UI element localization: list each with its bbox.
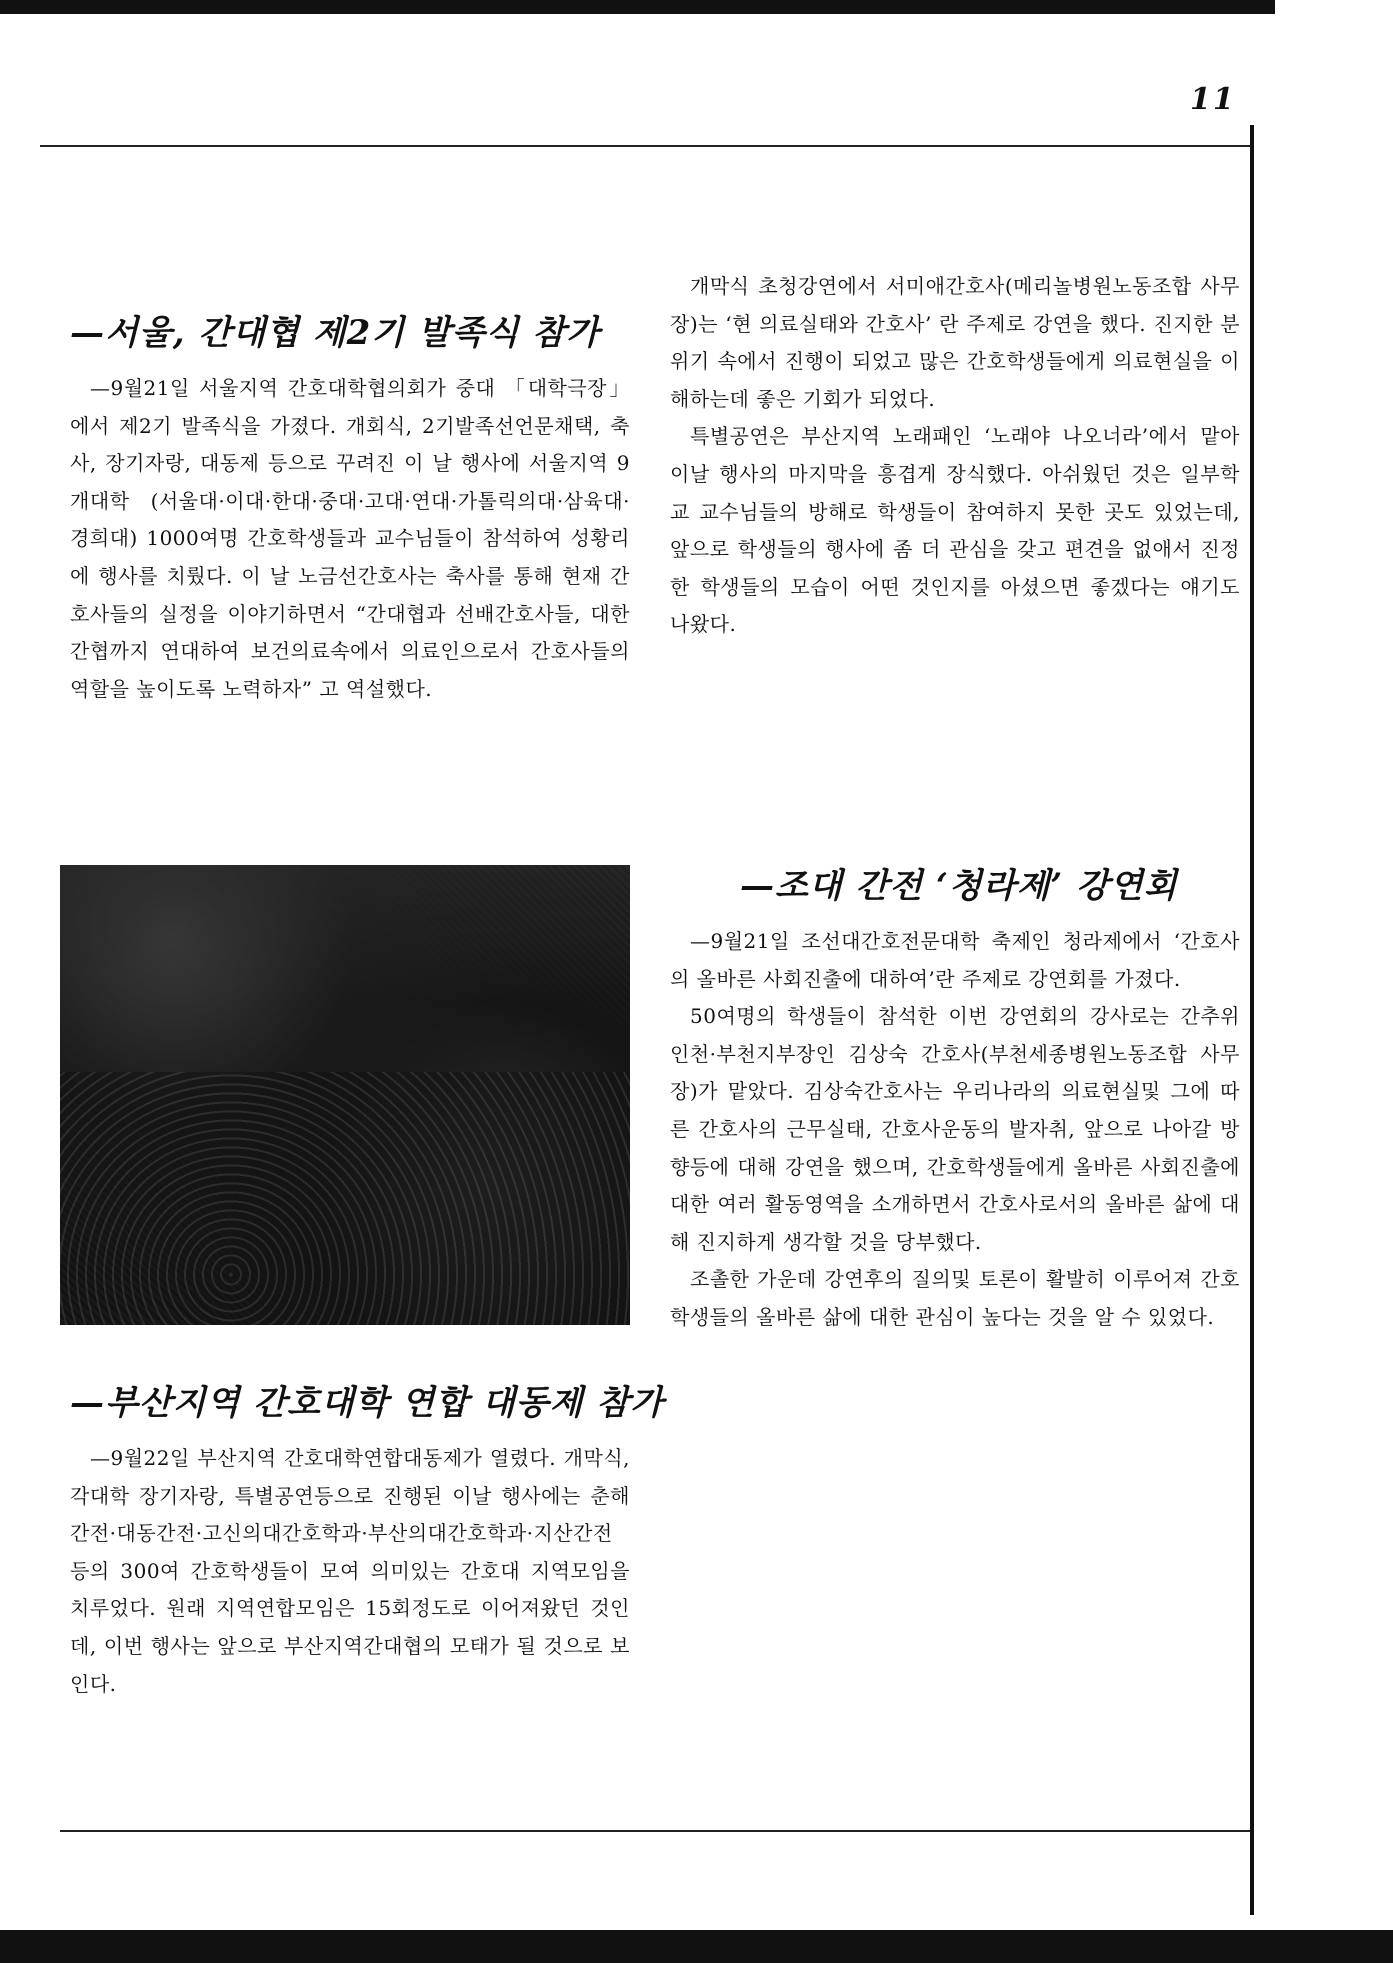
- bottom-border-bar: [0, 1930, 1393, 1963]
- article-chosun-headline: —조대 간전 ‘청라제’ 강연회: [740, 866, 1178, 906]
- footer-rule: [60, 1830, 1250, 1832]
- photo-glare: [60, 865, 630, 1003]
- article-seoul-headline: —서울, 간대협 제2기 발족식 참가: [70, 313, 600, 353]
- article-seoul-continued: [670, 268, 1240, 644]
- right-margin-rule: [1250, 125, 1254, 1915]
- photo-crowd: [60, 1072, 630, 1325]
- article-chosun-paragraph-1: —9월21일 조선대간호전문대학 축제인 청라제에서 ‘간호사의 올바른 사회진출에 대하여’란 주제로 강연회를 가졌다.: [670, 929, 1240, 991]
- article-seoul-paragraph-3: 특별공연은 부산지역 노래패인 ‘노래야 나오너라’에서 맡아 이날 행사의 마지막을 흥겹게 장식했다. 아쉬웠던 것은 일부학교 교수님들의 방해로 학생들이 참여하지 못한 곳도 있었는데, 앞으로 학생들의 행사에 좀 더 관심을 갖고 편견을 없애서 진정한 학생들의 모습이 어떤 것인지를 아셨으면 좋겠다는 얘기도 나왔다.: [670, 424, 1240, 637]
- article-busan: [70, 1375, 665, 1703]
- header-rule: [40, 145, 1250, 147]
- page-number: 11: [1190, 82, 1236, 117]
- top-border-bar: [0, 0, 1275, 14]
- article-seoul-paragraph-2: 개막식 초청강연에서 서미애간호사(메리놀병원노동조합 사무장)는 ‘현 의료실태와 간호사’ 란 주제로 강연을 했다. 진지한 분위기 속에서 진행이 되었고 많은 간호학생들에게 의료현실을 이해하는데 좋은 기회가 되었다.: [670, 274, 1240, 411]
- article-chosun-paragraph-2: 50여명의 학생들이 참석한 이번 강연회의 강사로는 간추위 인천·부천지부장인 김상숙 간호사(부천세종병원노동조합 사무장)가 맡았다. 김상숙간호사는 우리나라의 의료현실및 그에 따른 간호사의 근무실태, 간호사운동의 발자취, 앞으로 나아갈 방향등에 대해 강연을 했으며, 간호학생들에게 올바른 사회진출에 대한 여러 활동영역을 소개하면서 간호사로서의 올바른 삶에 대해 진지하게 생각할 것을 당부했다.: [670, 1004, 1240, 1254]
- article-chosun: [670, 858, 1240, 1337]
- event-photo: [60, 865, 630, 1325]
- article-seoul-paragraph-1: —9월21일 서울지역 간호대학협의회가 중대 「대학극장」에서 제2기 발족식을 가졌다. 개회식, 2기발족선언문채택, 축사, 장기자랑, 대동제 등으로 꾸려진 이 날 행사에 서울지역 9개대학 (서울대·이대·한대·중대·고대·연대·가톨릭의대·삼육대·경희대) 1000여명 간호학생들과 교수님들이 참석하여 성황리에 행사를 치뤘다. 이 날 노금선간호사는 축사를 통해 현재 간호사들의 실정을 이야기하면서 “간대협과 선배간호사들, 대한간협까지 연대하여 보건의료속에서 의료인으로서 간호사들의 역할을 높이도록 노력하자” 고 역설했다.: [70, 376, 630, 701]
- article-busan-paragraph-1: —9월22일 부산지역 간호대학연합대동제가 열렸다. 개막식, 각대학 장기자랑, 특별공연등으로 진행된 이날 행사에는 춘해간전·대동간전·고신의대간호학과·부산의대간호학과·지산간전등의 300여 간호학생들이 모여 의미있는 간호대 지역모임을 치루었다. 원래 지역연합모임은 15회정도로 이어져왔던 것인데, 이번 행사는 앞으로 부산지역간대협의 모태가 될 것으로 보인다.: [70, 1446, 630, 1696]
- article-seoul: [70, 305, 630, 708]
- article-chosun-paragraph-3: 조촐한 가운데 강연후의 질의및 토론이 활발히 이루어져 간호학생들의 올바른 삶에 대한 관심이 높다는 것을 알 수 있었다.: [670, 1267, 1240, 1329]
- article-busan-headline: —부산지역 간호대학 연합 대동제 참가: [70, 1383, 665, 1423]
